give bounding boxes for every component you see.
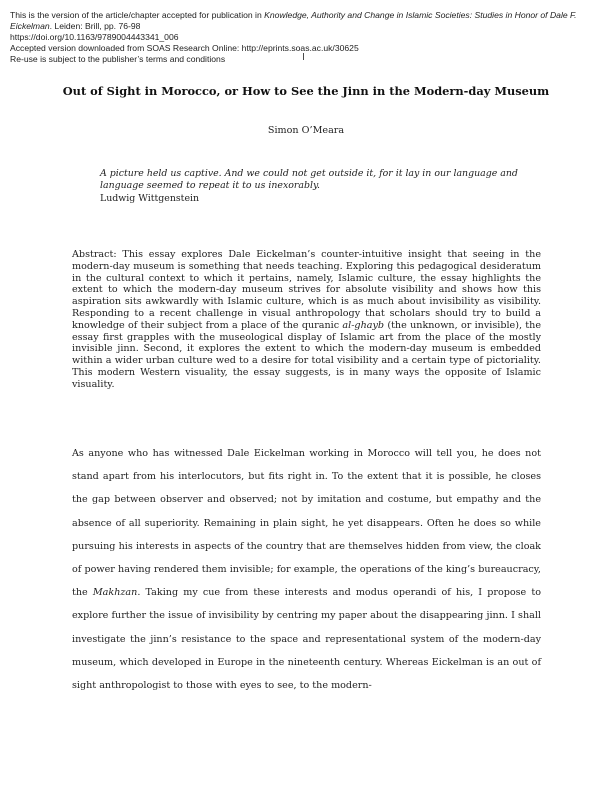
abstract: Abstract: This essay explores Dale Eickelman’s counter-intuitive insight that seeing in the modern-day museum is something that needs teaching. Exploring this pedagogical desideratum in the cultural context to which it pertains, namely, Islamic culture, the essay highlights the extent to which the modern-day museum strives for absolute visibility and shows how this aspiration sits awkwardly with Islamic culture, which is as much about invisibility as visibility. Responding to a recent challenge in visual anthropology that scholars should try to build a knowledge of their subject from a place of the quranic al-ghayb (the unknown, or invisible), the essay first grapples with the museological display of Islamic art from the place of the mostly invisible jinn. Second, it explores the extent to which the modern-day museum is embedded within a wider urban culture wed to a desire for total visibility and a certain type of pictoriality. This modern Western visuality, the essay suggests, is in many ways the opposite of Islamic visuality. bbox=[72, 249, 541, 390]
epigraph-attribution: Ludwig Wittgenstein bbox=[100, 192, 200, 204]
notice-doi-link[interactable]: https://doi.org/10.1163/9789004443341_006 bbox=[10, 32, 179, 43]
notice-download-source: Accepted version downloaded from SOAS Research Online: http://eprints.soas.ac.uk/30625 bbox=[10, 43, 359, 54]
epigraph bbox=[100, 168, 550, 205]
notice-citation: This is the version of the article/chapter accepted for publication in Knowledge, Authority and Change in Islamic Societies: Studies in Honor of Dale F. Eickelman. Leiden: Brill, pp. 76-98 bbox=[10, 10, 577, 32]
notice-reuse-terms: Re-use is subject to the publisher’s terms and conditions bbox=[10, 54, 226, 65]
body-paragraph: As anyone who has witnessed Dale Eickelman working in Morocco will tell you, he does not stand apart from his interlocutors, but fits right in. To the extent that it is possible, he closes the gap between observer and observed; not by imitation and costume, but empathy and the absence of all superiority. Remaining in plain sight, he yet disappears. Often he does so while pursuing his interests in aspects of the country that are themselves hidden from view, the cloak of power having rendered them invisible; for example, the operations of the king’s bureaucracy, the Makhzan. Taking my cue from these interests and modus operandi of his, I propose to explore further the issue of invisibility by centring my paper about the disappearing jinn. I shall investigate the jinn’s resistance to the space and representational system of the modern-day museum, which developed in Europe in the nineteenth century. Whereas Eickelman is an out of sight anthropologist to those with eyes to see, to the modern- bbox=[72, 448, 541, 692]
text-cursor-icon: I bbox=[302, 52, 305, 63]
publication-notice bbox=[10, 10, 600, 65]
author-name: Simon O’Meara bbox=[267, 125, 345, 136]
paper-title: Out of Sight in Morocco, or How to See the Jinn in the Modern-day Museum bbox=[62, 84, 550, 98]
epigraph-quote: A picture held us captive. And we could not get outside it, for it lay in our language and language seemed to repeat it to us inexorably. bbox=[100, 168, 518, 192]
